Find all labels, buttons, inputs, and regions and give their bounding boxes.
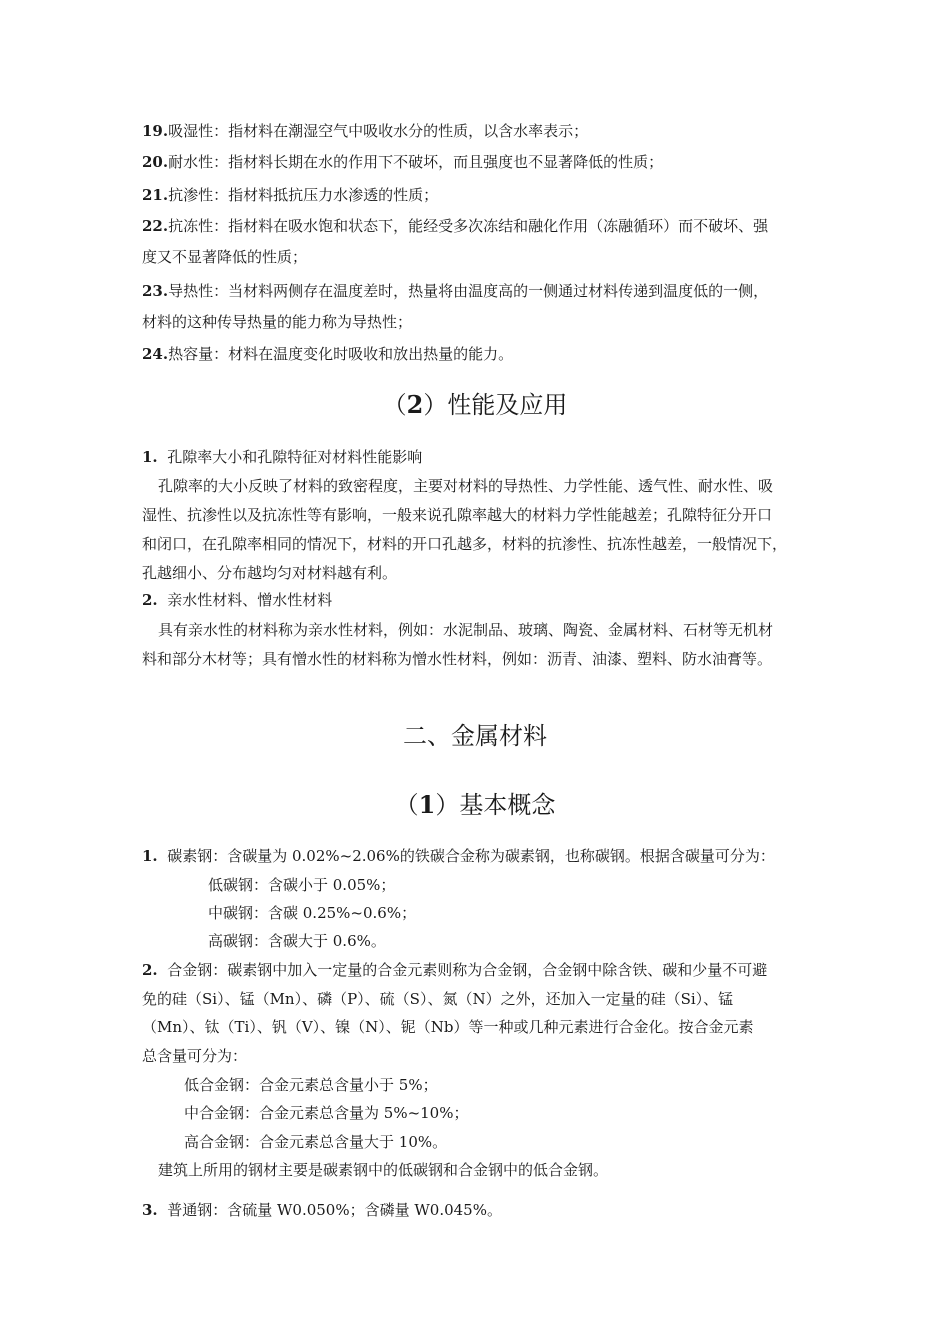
carbon-steel-low: 低碳钢：含碳小于 0.05%； <box>208 876 396 894</box>
basic-item-2-line: 总含量可分为： <box>142 1047 248 1065</box>
alloy-steel-high: 高合金钢：合金元素总含量大于 10%。 <box>184 1133 448 1151</box>
definition-23: 23.导热性：当材料两侧存在温度差时，热量将由温度高的一侧通过材料传递到温度低的一侧， <box>142 282 769 300</box>
section-heading-performance: （2）性能及应用 <box>382 390 568 419</box>
perf-item-1-line: 孔越细小、分布越均匀对材料越有利。 <box>142 564 398 582</box>
perf-item-2-line: 料和部分木材等；具有憎水性的材料称为憎水性材料，例如：沥青、油漆、塑料、防水油膏等。 <box>142 650 773 668</box>
alloy-steel-medium: 中合金钢：合金元素总含量为 5%~10%； <box>184 1104 469 1122</box>
basic-item-1: 1. 碳素钢：含碳量为 0.02%~2.06%的铁碳合金称为碳素钢，也称碳钢。根据含碳量可分为： <box>142 847 775 865</box>
carbon-steel-high: 高碳钢：含碳大于 0.6%。 <box>208 932 386 950</box>
definition-23-continuation: 材料的这种传导热量的能力称为导热性； <box>142 313 413 331</box>
perf-item-1-line: 和闭口，在孔隙率相同的情况下，材料的开口孔越多，材料的抗渗性、抗冻性越差，一般情况下， <box>142 535 788 553</box>
carbon-steel-medium: 中碳钢：含碳 0.25%~0.6%； <box>208 904 417 922</box>
chapter-title: 二、金属材料 <box>403 722 547 750</box>
steel-usage-note: 建筑上所用的钢材主要是碳素钢中的低碳钢和合金钢中的低合金钢。 <box>158 1161 609 1179</box>
definition-24: 24.热容量：材料在温度变化时吸收和放出热量的能力。 <box>142 345 514 363</box>
basic-item-2-line: （Mn）、钛（Ti）、钒（V）、镍（N）、铌（Nb）等一种或几种元素进行合金化。按合金元素 <box>142 1018 754 1036</box>
basic-item-3: 3. 普通钢：含硫量 W0.050%；含磷量 W0.045%。 <box>142 1201 502 1219</box>
definition-20: 20.耐水性：指材料长期在水的作用下不破坏，而且强度也不显著降低的性质； <box>142 153 664 171</box>
perf-item-1-line: 孔隙率的大小反映了材料的致密程度，主要对材料的导热性、力学性能、透气性、耐水性、吸 <box>158 477 774 495</box>
perf-item-1-line: 湿性、抗渗性以及抗冻性等有影响，一般来说孔隙率越大的材料力学性能越差；孔隙特征分开口 <box>142 506 773 524</box>
perf-item-2-line: 具有亲水性的材料称为亲水性材料，例如：水泥制品、玻璃、陶瓷、金属材料、石材等无机材 <box>158 621 774 639</box>
perf-item-1-title: 1. 孔隙率大小和孔隙特征对材料性能影响 <box>142 448 423 466</box>
definition-21: 21.抗渗性：指材料抵抗压力水渗透的性质； <box>142 186 439 204</box>
section-heading-basic-concepts: （1）基本概念 <box>394 790 556 819</box>
definition-19: 19.吸湿性：指材料在潮湿空气中吸收水分的性质，以含水率表示； <box>142 122 589 140</box>
perf-item-2-title: 2. 亲水性材料、憎水性材料 <box>142 591 333 609</box>
basic-item-2: 2. 合金钢：碳素钢中加入一定量的合金元素则称为合金钢，合金钢中除含铁、碳和少量不可避 <box>142 961 768 979</box>
basic-item-2-line: 免的硅（Si）、锰（Mn）、磷（P）、硫（S）、氮（N）之外，还加入一定量的硅（Si）、锰 <box>142 990 734 1008</box>
alloy-steel-low: 低合金钢：合金元素总含量小于 5%； <box>184 1076 438 1094</box>
definition-22: 22.抗冻性：指材料在吸水饱和状态下，能经受多次冻结和融化作用（冻融循环）而不破坏、强 <box>142 217 769 235</box>
definition-22-continuation: 度又不显著降低的性质； <box>142 248 308 266</box>
